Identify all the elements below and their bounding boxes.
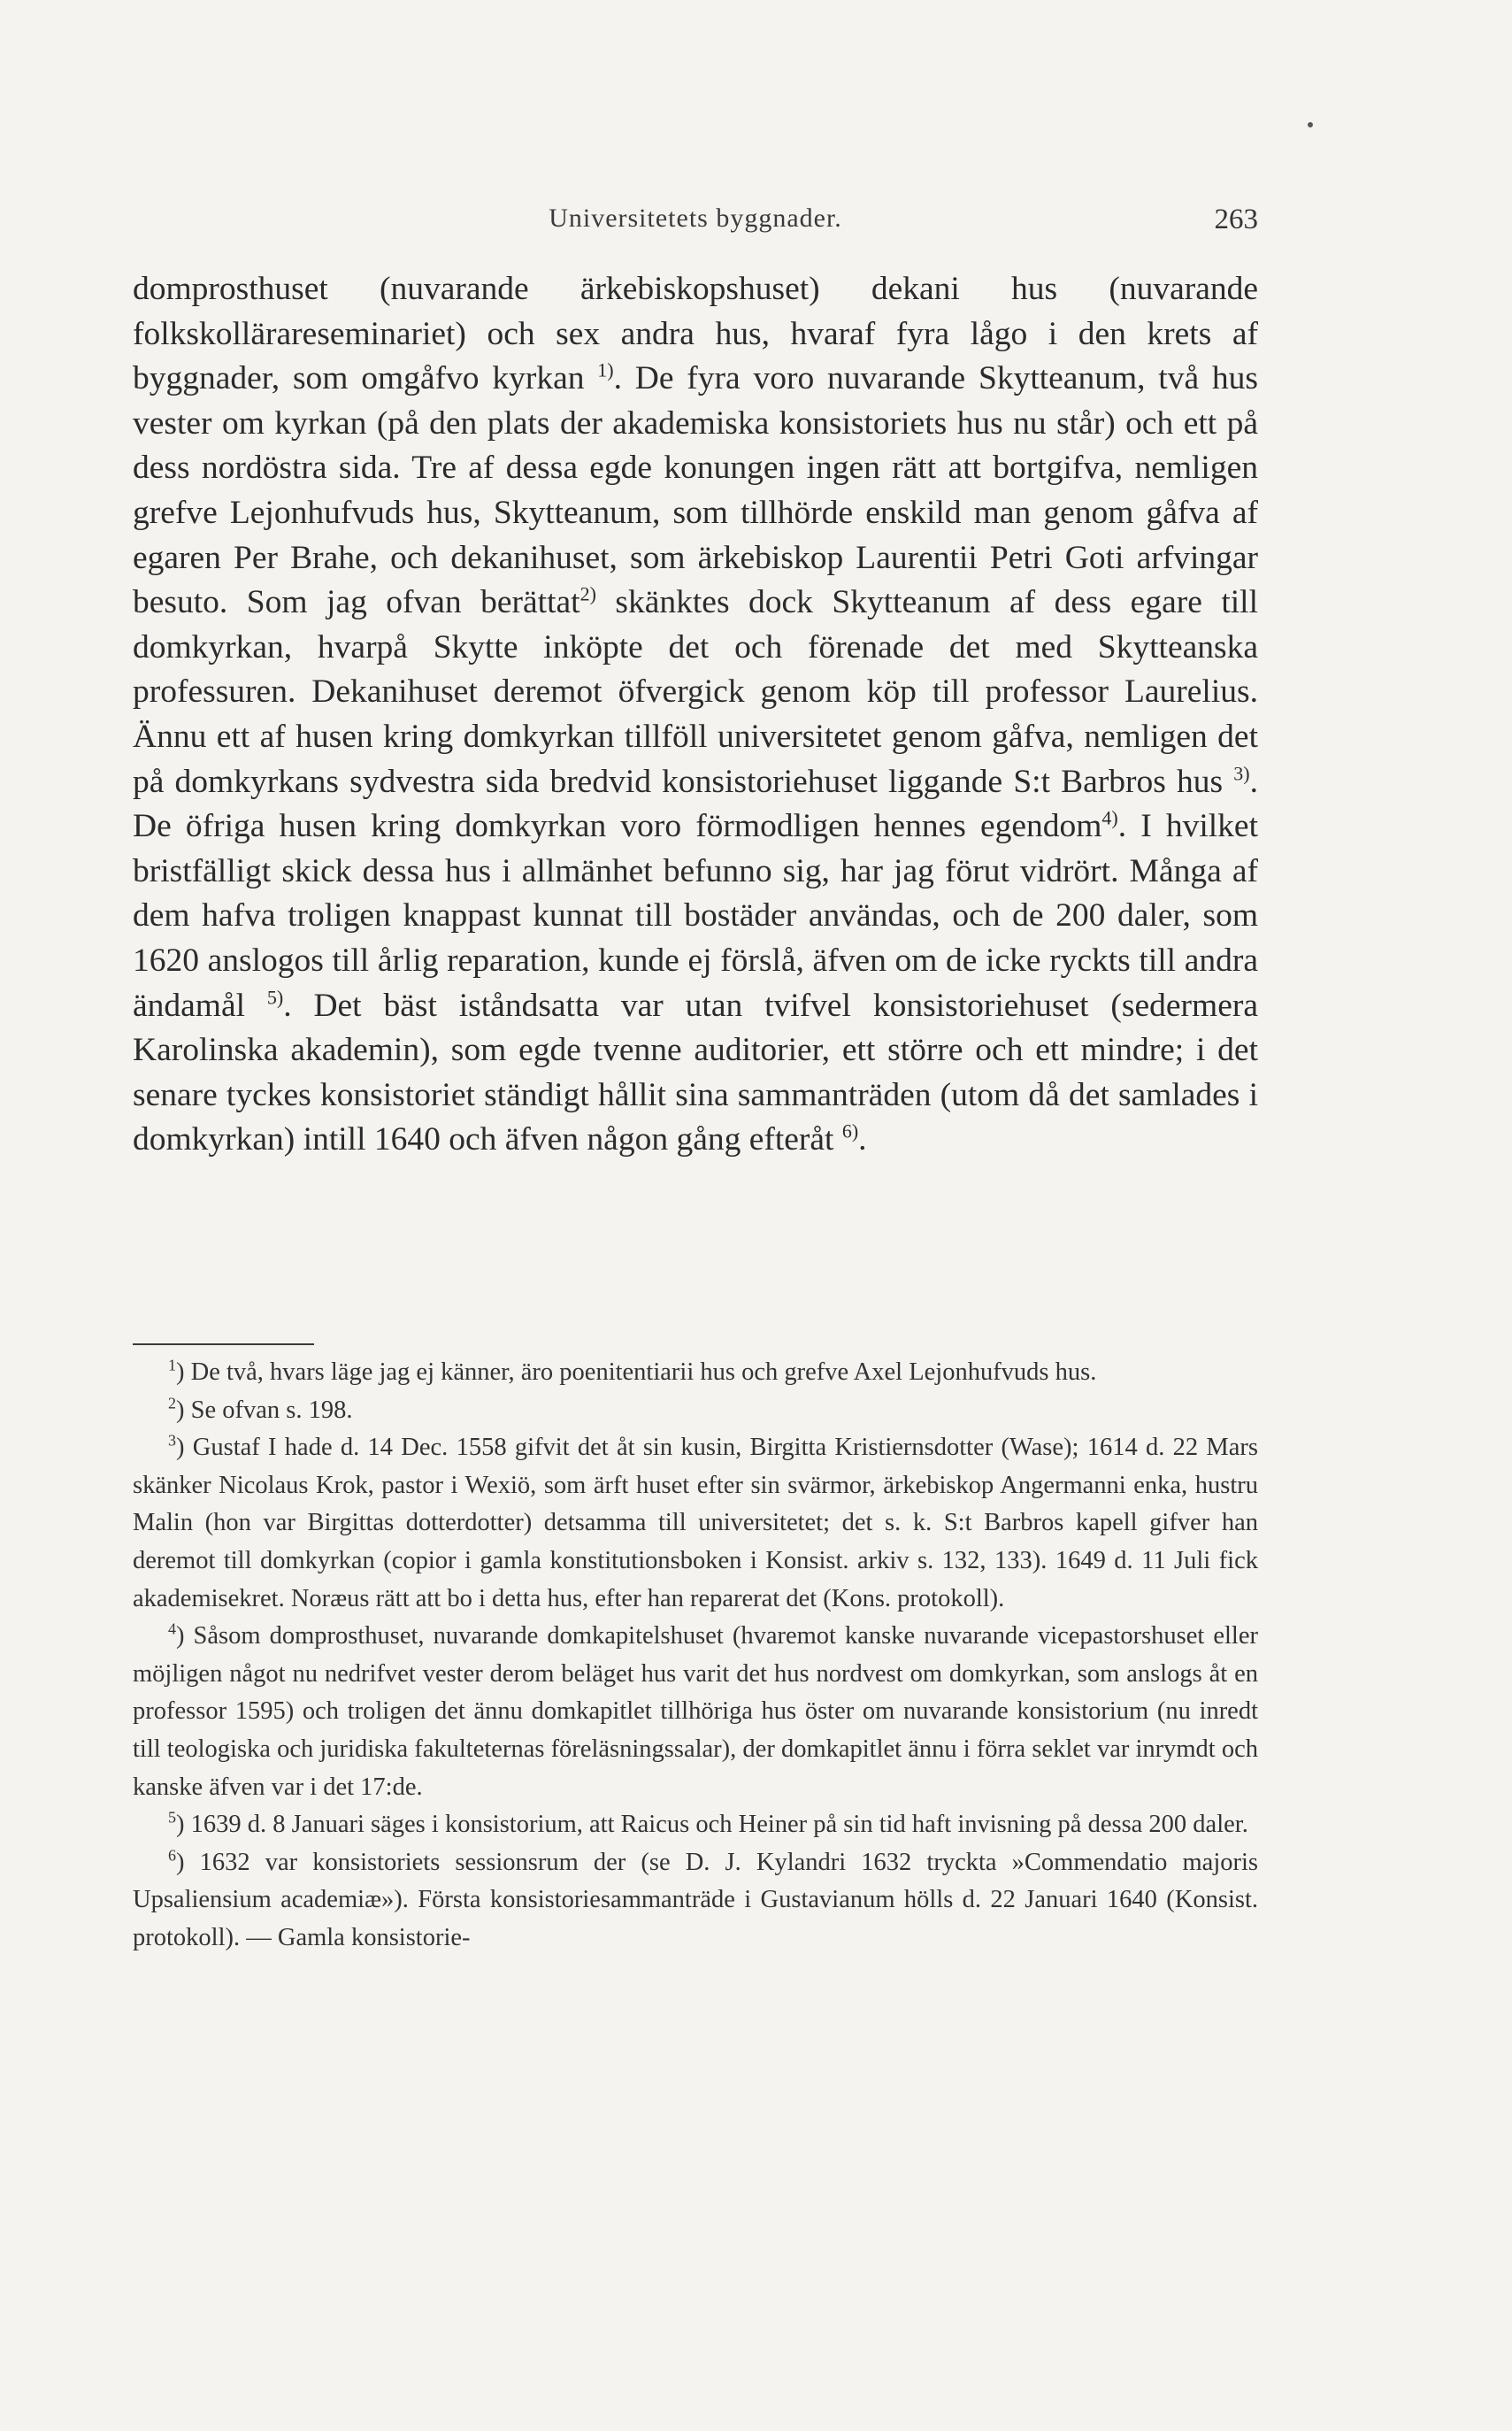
- footnote-ref-2: 2): [579, 582, 596, 605]
- main-text: [133, 267, 1258, 1163]
- footnote-5: [133, 1806, 1258, 1844]
- footnote-ref-5: 5): [266, 986, 284, 1008]
- footnote-text: ) Se ofvan s. 198.: [176, 1396, 353, 1424]
- main-paragraph: [133, 267, 1258, 1163]
- text-segment: . De öfriga husen kring domkyrkan voro förmodligen hennes egendom: [133, 763, 1258, 845]
- page-header: [133, 204, 1258, 248]
- print-speck: [1308, 122, 1313, 127]
- footnote-ref-3: 3): [1233, 762, 1250, 785]
- footnote-mark: 5: [168, 1808, 176, 1827]
- footnote-ref-6: 6): [841, 1119, 859, 1142]
- footnote-mark: 2: [168, 1394, 176, 1412]
- footnote-text: ) De två, hvars läge jag ej känner, äro poenitentiarii hus och grefve Axel Lejonhufvuds hus.: [176, 1358, 1097, 1386]
- footnote-ref-1: 1): [597, 358, 614, 381]
- footnotes: [133, 1354, 1258, 1958]
- footnote-2: [133, 1392, 1258, 1430]
- footnote-mark: 6: [168, 1846, 176, 1865]
- page-number: 263: [1214, 204, 1258, 235]
- footnote-mark: 1: [168, 1356, 176, 1374]
- footnote-text: ) Såsom domprosthuset, nuvarande domkapitelshuset (hvaremot kanske nuvarande vicepastorshuset eller möjligen något nu nedrifvet vester derom beläget hus varit det hus nordvest om domkyrkan, som anslogs åt en professor 1595) och troligen det ännu domkapitlet tillhöriga hus öster om nuvarande konsistorium (nu inredt till teologiska och juridiska fakulteternas föreläsningssalar), der domkapitlet ännu i förra seklet var inrymdt och kanske äfven var i det 17:de.: [133, 1622, 1258, 1801]
- text-segment: . De fyra voro nuvarande Skytteanum, två hus vester om kyrkan (på den plats der akademiska konsistoriets hus nu står) och ett på dess nordöstra sida. Tre af dessa egde konungen ingen rätt att bortgifva, nemligen grefve Lejonhufvuds hus, Skytteanum, som tillhörde enskild man genom gåfva af egaren Per Brahe, och dekanihuset, som ärkebiskop Laurentii Petri Goti arfvingar besuto. Som jag ofvan berättat: [133, 360, 1258, 621]
- text-segment: skänktes dock Skytteanum af dess egare till domkyrkan, hvarpå Skytte inköpte det och förenade det med Skytteanska professuren. Dekanihuset deremot öfvergick genom köp till professor Laurelius. Ännu ett af husen kring domkyrkan tillföll universitetet genom gåfva, nemligen det på domkyrkans sydvestra sida bredvid konsistoriehuset liggande S:t Barbros hus: [133, 584, 1259, 800]
- text-segment: . I hvilket bristfälligt skick dessa hus i allmänhet befunno sig, har jag förut vidrört. Många af dem hafva troligen knappast kunnat till bostäder användas, och de 200 daler, som 1620 anslogos till årlig reparation, kunde ej förslå, äfven om de icke ryckts till andra ändamål: [133, 808, 1258, 1024]
- text-segment: domprosthuset (nuvarande ärkebiskopshuset) dekani hus (nuvarande folkskollärareseminariet) och sex andra hus, hvaraf fyra lågo i den krets af byggnader, som omgåfvo kyrkan: [133, 271, 1258, 397]
- footnote-6: [133, 1844, 1258, 1958]
- footnote-text: ) 1639 d. 8 Januari säges i konsistorium, att Raicus och Heiner på sin tid haft invisning på dessa 200 daler.: [176, 1811, 1248, 1839]
- text-segment: . Det bäst iståndsatta var utan tvifvel konsistoriehuset (sedermera Karolinska akademin), som egde tvenne auditorier, ett större och ett mindre; i det senare tyckes konsistoriet ständigt hållit sina sammanträden (utom då det samlades i domkyrkan) intill 1640 och äfven någon gång efteråt: [133, 987, 1258, 1158]
- running-title: Universitetets byggnader.: [549, 204, 842, 233]
- text-segment: .: [858, 1121, 867, 1158]
- footnote-mark: 4: [168, 1619, 176, 1638]
- footnote-3: [133, 1429, 1258, 1618]
- footnote-text: ) 1632 var konsistoriets sessionsrum der (se D. J. Kylandri 1632 tryckta »Commendatio majoris Upsaliensium academiæ»). Första konsistoriesammanträde i Gustavianum hölls d. 22 Januari 1640 (Konsist. protokoll). — Gamla konsistorie-: [133, 1848, 1258, 1951]
- footnote-divider: [133, 1343, 314, 1345]
- footnote-text: ) Gustaf I hade d. 14 Dec. 1558 gifvit det åt sin kusin, Birgitta Kristiernsdotter (Wase); 1614 d. 22 Mars skänker Nicolaus Krok, pastor i Wexiö, som ärft huset efter sin svärmor, ärkebiskop Angermanni enka, hustru Malin (hon var Birgittas dotterdotter) detsamma till universitetet; det s. k. S:t Barbros kapell gifver han deremot till domkyrkan (copior i gamla konstitutionsboken i Konsist. arkiv s. 132, 133). 1649 d. 11 Juli fick akademisekret. Noræus rätt att bo i detta hus, efter han reparerat det (Kons. protokoll).: [133, 1434, 1258, 1612]
- footnote-mark: 3: [168, 1431, 176, 1450]
- footnote-4: [133, 1618, 1258, 1806]
- footnote-ref-4: 4): [1101, 806, 1118, 829]
- footnote-1: [133, 1354, 1258, 1392]
